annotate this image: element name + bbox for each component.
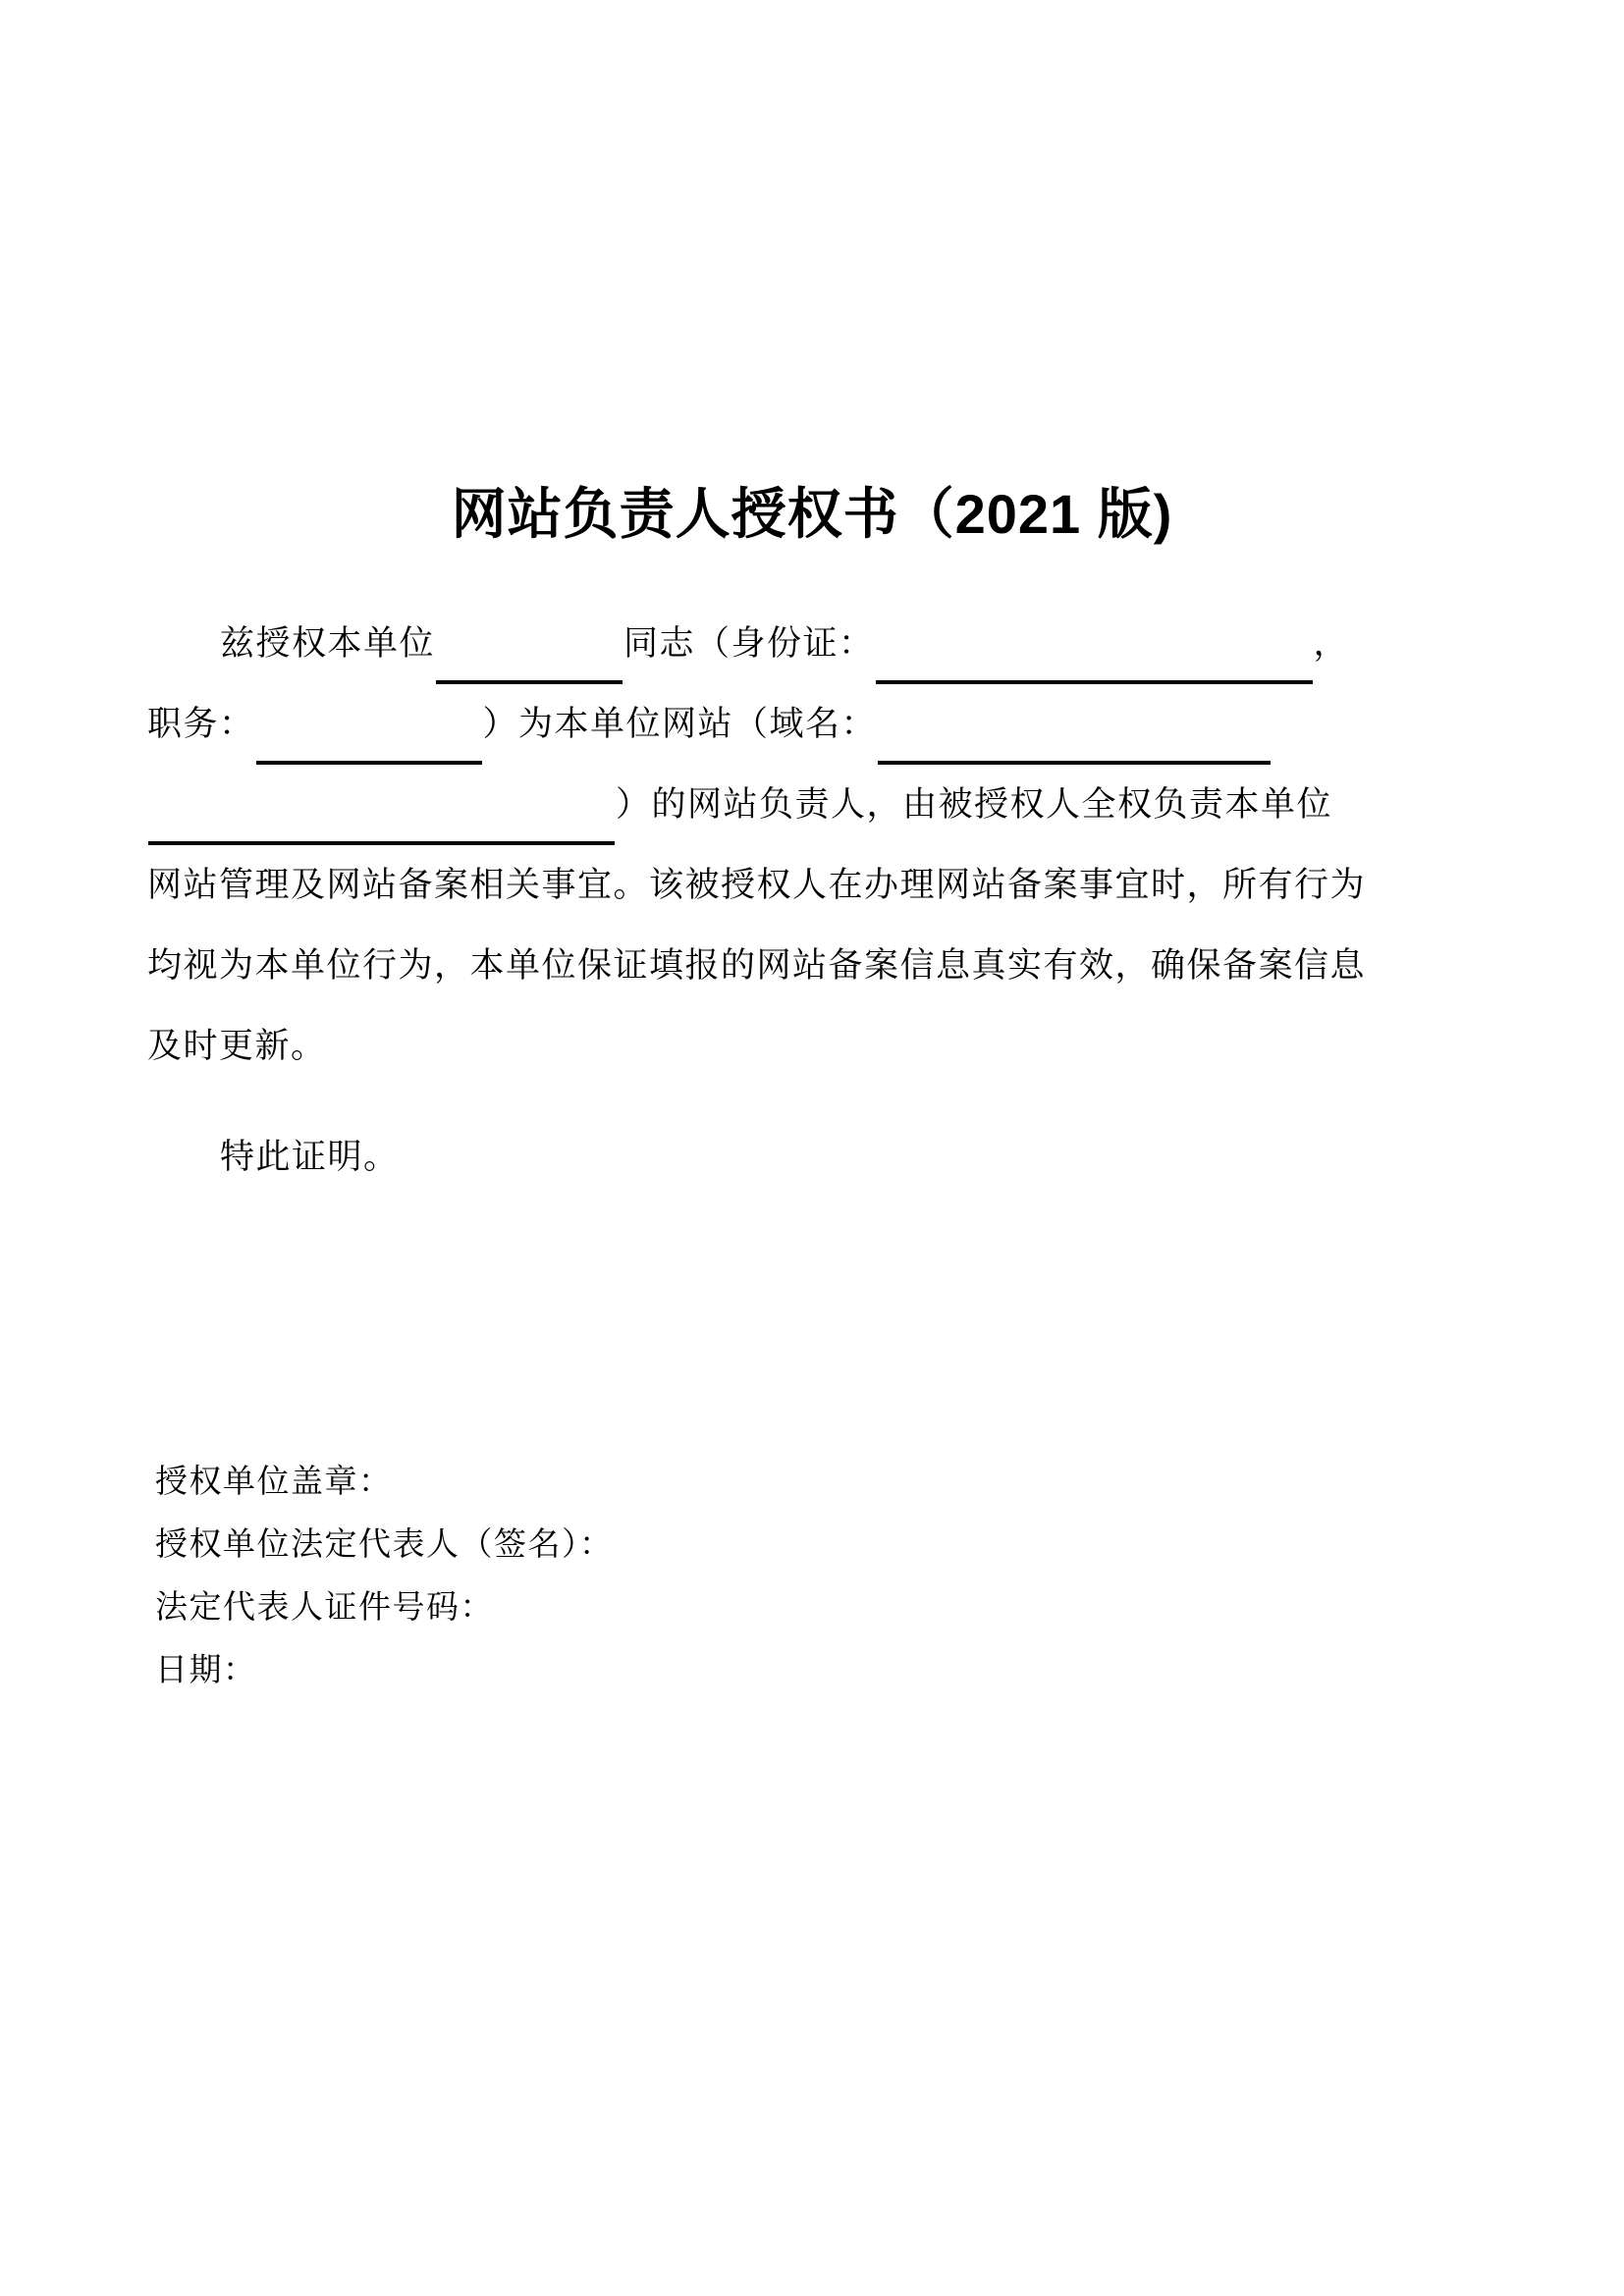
text-run: 均视为本单位行为，本单位保证填报的网站备案信息真实有效，确保备案信息 xyxy=(147,946,1367,985)
line-2 xyxy=(147,684,1468,765)
signature-field-legal-representative-id-number[interactable] xyxy=(155,1576,1333,1639)
signature-field-date[interactable] xyxy=(155,1639,1333,1702)
website-domain-part1-blank[interactable] xyxy=(878,721,1271,765)
closing-statement: 特此证明。 xyxy=(220,1138,400,1176)
signature-field-legal-representative-signature[interactable] xyxy=(155,1514,1333,1576)
authorized-person-name-blank[interactable] xyxy=(436,641,623,684)
text-run: ， xyxy=(1313,624,1350,663)
body-paragraph xyxy=(147,604,1468,1087)
website-domain-part2-blank[interactable] xyxy=(148,802,615,845)
line-1 xyxy=(147,604,1468,684)
line-6 xyxy=(147,1006,1468,1087)
text-run: ）为本单位网站（域名： xyxy=(482,705,878,743)
text-run: 兹授权本单位 xyxy=(220,624,436,663)
text-run: 同志（身份证： xyxy=(623,624,875,663)
text-run: 网站管理及网站备案相关事宜。该被授权人在办理网站备案事宜时，所有行为 xyxy=(147,866,1367,904)
text-run: 及时更新。 xyxy=(147,1027,327,1065)
authorized-person-id-blank[interactable] xyxy=(876,641,1313,684)
signature-field-label: 授权单位盖章： xyxy=(155,1465,393,1500)
line-3 xyxy=(147,765,1468,845)
text-run: 职务： xyxy=(147,705,255,743)
text-run: ）的网站负责人，由被授权人全权负责本单位 xyxy=(616,785,1333,824)
line-4 xyxy=(147,845,1468,926)
page-title: 网站负责人授权书（2021 版) xyxy=(451,482,1173,545)
authorized-person-position-blank[interactable] xyxy=(256,721,482,765)
signature-field-label: 授权单位法定代表人（签名）： xyxy=(155,1527,614,1563)
signature-field-label: 日期： xyxy=(155,1653,257,1688)
signature-field-authorizing-unit-seal[interactable] xyxy=(155,1451,1333,1514)
line-5 xyxy=(147,926,1468,1006)
signature-block xyxy=(155,1451,1333,1702)
signature-field-label: 法定代表人证件号码： xyxy=(155,1590,494,1626)
